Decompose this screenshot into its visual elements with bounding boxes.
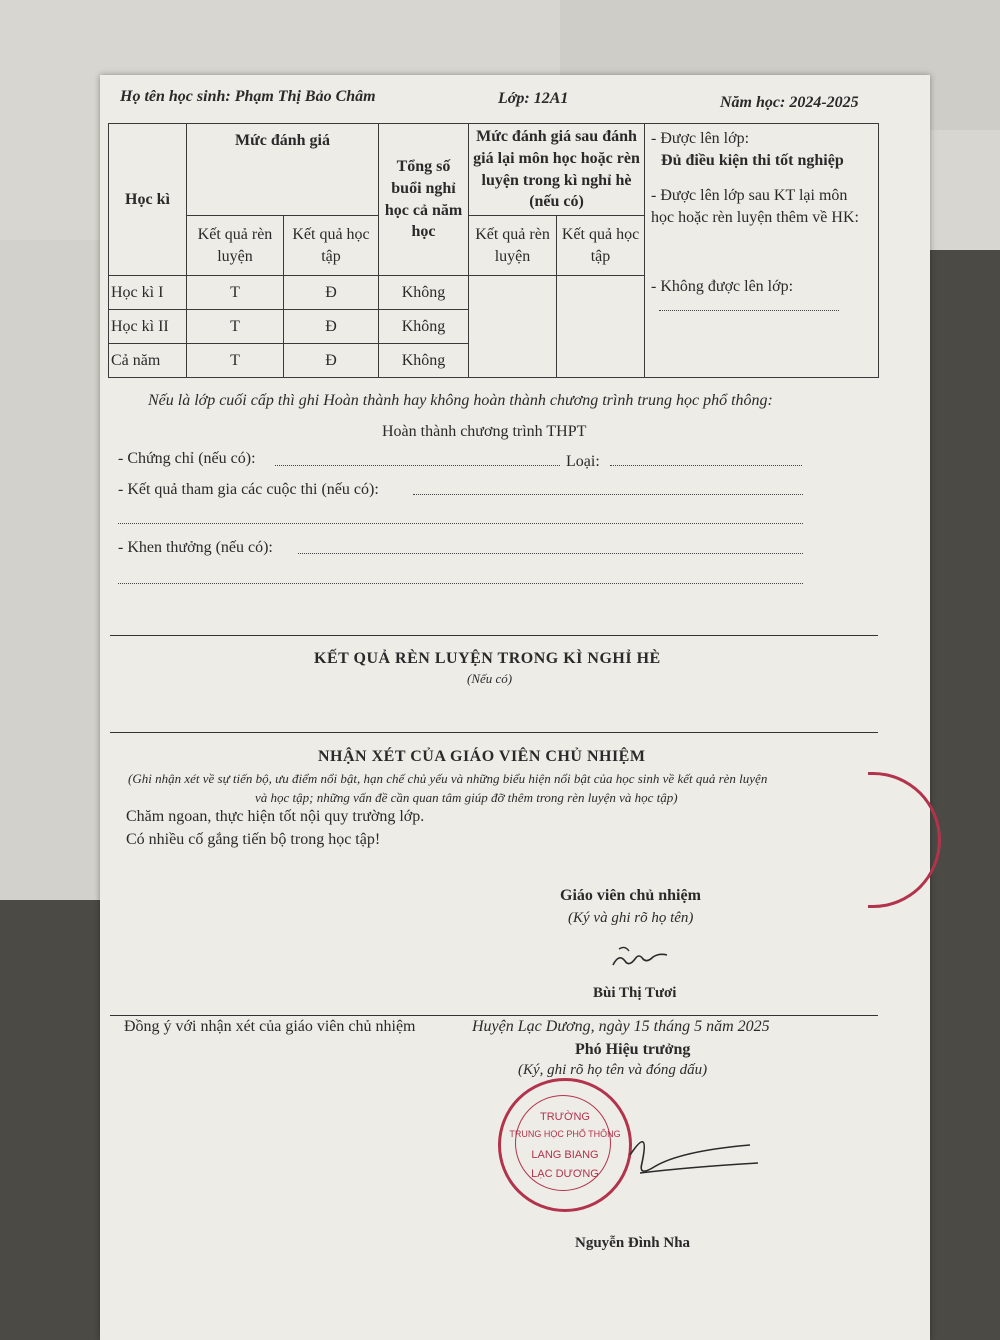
reassess-learning-cell: [557, 276, 645, 378]
divider: [110, 732, 878, 733]
reassess-conduct-cell: [469, 276, 557, 378]
teacher-sign-title: Giáo viên chủ nhiệm: [560, 887, 701, 904]
stamp-text: LẠC DƯƠNG: [531, 1168, 599, 1180]
stamp-text: LANG BIANG: [531, 1149, 599, 1161]
promote-after-label: - Được lên lớp sau KT lại môn học hoặc rèn luyện thêm về HK:: [651, 187, 859, 226]
assessment-table: [108, 123, 879, 378]
contests-label: - Kết quả tham gia các cuộc thi (nếu có):: [118, 481, 379, 498]
principal-signature: [610, 1115, 760, 1185]
divider: [110, 635, 878, 636]
teacher-comment-title: NHẬN XÉT CỦA GIÁO VIÊN CHỦ NHIỆM: [318, 748, 646, 765]
conduct-cell: T: [187, 310, 284, 344]
term-cell: Cả năm: [109, 344, 187, 378]
teacher-comment-line: Có nhiều cố gắng tiến bộ trong học tập!: [126, 831, 381, 848]
principal-note: (Ký, ghi rõ họ tên và đóng dấu): [518, 1062, 708, 1078]
absences-header: Tổng số buổi nghỉ học cả năm học: [379, 124, 469, 276]
conduct-cell: T: [187, 276, 284, 310]
certificate-dots: [275, 465, 560, 466]
not-promoted-label: - Không được lên lớp:: [651, 278, 794, 296]
principal-title: Phó Hiệu trưởng: [575, 1041, 691, 1058]
absences-cell: Không: [379, 276, 469, 310]
teacher-comment-line: Chăm ngoan, thực hiện tốt nội quy trường lớp.: [126, 808, 425, 825]
term-cell: Học kì I: [109, 276, 187, 310]
contests-dots-2: [118, 523, 803, 524]
completion-note: Nếu là lớp cuối cấp thì ghi Hoàn thành hay không hoàn thành chương trình trung học phổ thông:: [148, 392, 773, 409]
learning2-header: Kết quả học tập: [557, 216, 645, 276]
place-date: Huyện Lạc Dương, ngày 15 tháng 5 năm 2025: [472, 1018, 770, 1035]
conduct-header: Kết quả rèn luyện: [187, 216, 284, 276]
promote-value: Đủ điều kiện thi tốt nghiệp: [661, 151, 844, 169]
not-promoted-dots: [659, 304, 839, 311]
school-year: Năm học: 2024-2025: [720, 94, 859, 111]
term-header: Học kì: [109, 124, 187, 276]
conduct-cell: T: [187, 344, 284, 378]
stamp-text: TRUNG HỌC PHỔ THÔNG: [509, 1129, 621, 1139]
class-label: Lớp: 12A1: [498, 90, 569, 107]
absences-cell: Không: [379, 344, 469, 378]
awards-label: - Khen thưởng (nếu có):: [118, 539, 273, 556]
awards-dots-2: [118, 583, 803, 584]
side-stamp: [868, 772, 941, 908]
teacher-sign-note: (Ký và ghi rõ họ tên): [568, 910, 694, 926]
stamp-text: TRƯỜNG: [540, 1111, 590, 1123]
learning-header: Kết quả học tập: [284, 216, 379, 276]
teacher-name: Bùi Thị Tươi: [593, 985, 677, 1001]
promote-label: - Được lên lớp:: [651, 130, 750, 147]
conduct2-header: Kết quả rèn luyện: [469, 216, 557, 276]
teacher-signature: [605, 937, 675, 977]
reassess-header: Mức đánh giá sau đánh giá lại môn học hoặc rèn luyện trong kì nghỉ hè (nếu có): [469, 124, 645, 216]
learning-cell: Đ: [284, 310, 379, 344]
learning-cell: Đ: [284, 276, 379, 310]
certificate-type-label: Loại:: [566, 453, 600, 470]
summer-title: KẾT QUẢ RÈN LUYỆN TRONG KÌ NGHỈ HÈ: [314, 650, 661, 667]
absences-cell: Không: [379, 310, 469, 344]
certificate-label: - Chứng chỉ (nếu có):: [118, 450, 256, 467]
awards-dots: [298, 553, 803, 554]
report-card-page: [100, 75, 930, 1340]
completion-value: Hoàn thành chương trình THPT: [382, 423, 587, 440]
rating-header: Mức đánh giá: [187, 124, 379, 216]
principal-agree: Đồng ý với nhận xét của giáo viên chủ nhiệm: [124, 1018, 416, 1035]
contests-dots: [413, 494, 803, 495]
teacher-comment-instruction: và học tập; những vấn đề cần quan tâm giúp đỡ thêm trong rèn luyện và học tập): [255, 790, 678, 805]
term-cell: Học kì II: [109, 310, 187, 344]
promotion-cell: [645, 124, 879, 378]
summer-subtitle: (Nếu có): [467, 671, 513, 686]
certificate-type-dots: [610, 465, 802, 466]
teacher-comment-instruction: (Ghi nhận xét về sự tiến bộ, ưu điểm nổi bật, hạn chế chủ yếu và những biểu hiện nổi bật của học sinh về kết quả rèn luyện: [128, 771, 768, 786]
learning-cell: Đ: [284, 344, 379, 378]
student-name: Họ tên học sinh: Phạm Thị Bảo Châm: [120, 88, 376, 105]
principal-name: Nguyễn Đình Nha: [575, 1235, 691, 1251]
